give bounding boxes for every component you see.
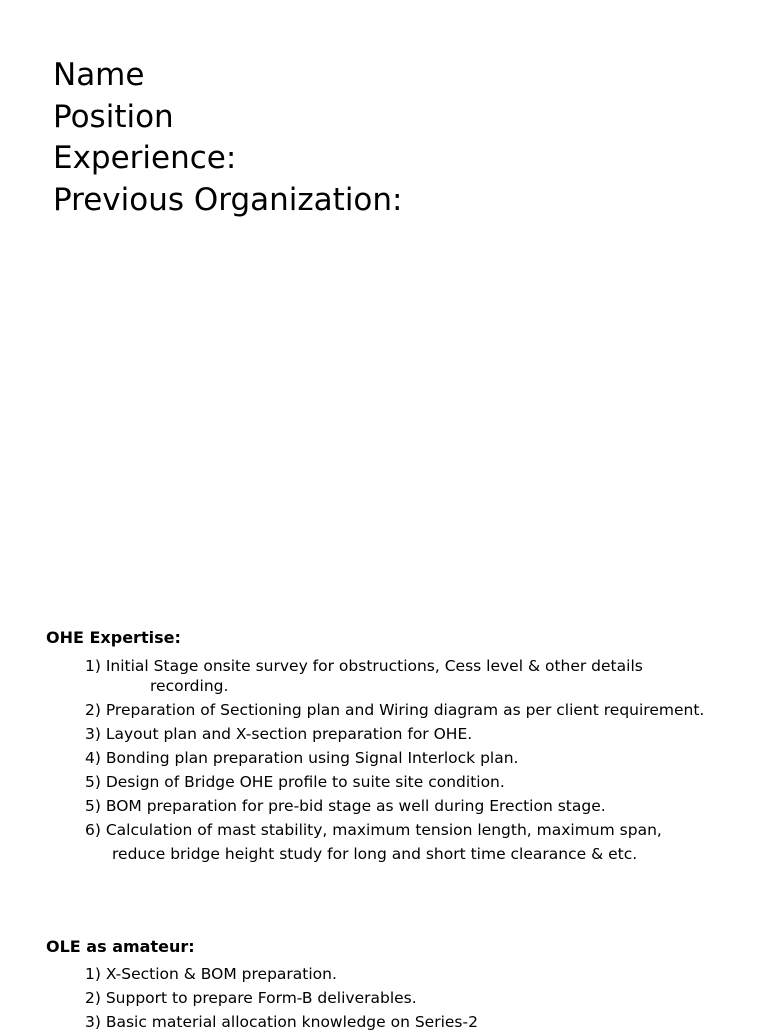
list-item: 1) X-Section & BOM preparation. (85, 965, 337, 983)
ohe-expertise-list (46, 656, 726, 868)
previous-organization-label: Previous Organization: (53, 181, 403, 218)
ole-amateur-list (46, 964, 726, 1032)
list-item (46, 656, 726, 696)
list-item: 4) Bonding plan preparation using Signal Interlock plan. (85, 749, 519, 767)
list-item: 2) Preparation of Sectioning plan and Wiring diagram as per client requirement. (85, 701, 705, 719)
ohe-expertise-heading: OHE Expertise: (46, 628, 181, 647)
list-item-continuation: recording. (150, 677, 229, 695)
list-item-text: 1) Initial Stage onsite survey for obstructions, Cess level & other details (85, 657, 643, 675)
list-item: 2) Support to prepare Form-B deliverables. (85, 989, 417, 1007)
ole-amateur-heading: OLE as amateur: (46, 937, 195, 956)
list-item: reduce bridge height study for long and short time clearance & etc. (112, 845, 638, 863)
list-item: 5) BOM preparation for pre-bid stage as well during Erection stage. (85, 797, 606, 815)
list-item: 6) Calculation of mast stability, maximum tension length, maximum span, (85, 821, 662, 839)
list-item: 3) Basic material allocation knowledge on Series-2 (85, 1013, 478, 1031)
profile-header (53, 55, 403, 221)
list-item: 5) Design of Bridge OHE profile to suite site condition. (85, 773, 505, 791)
name-label: Name (53, 57, 145, 93)
list-item: 3) Layout plan and X-section preparation for OHE. (85, 725, 473, 743)
position-label: Position (53, 98, 174, 135)
experience-label: Experience: (53, 140, 237, 176)
